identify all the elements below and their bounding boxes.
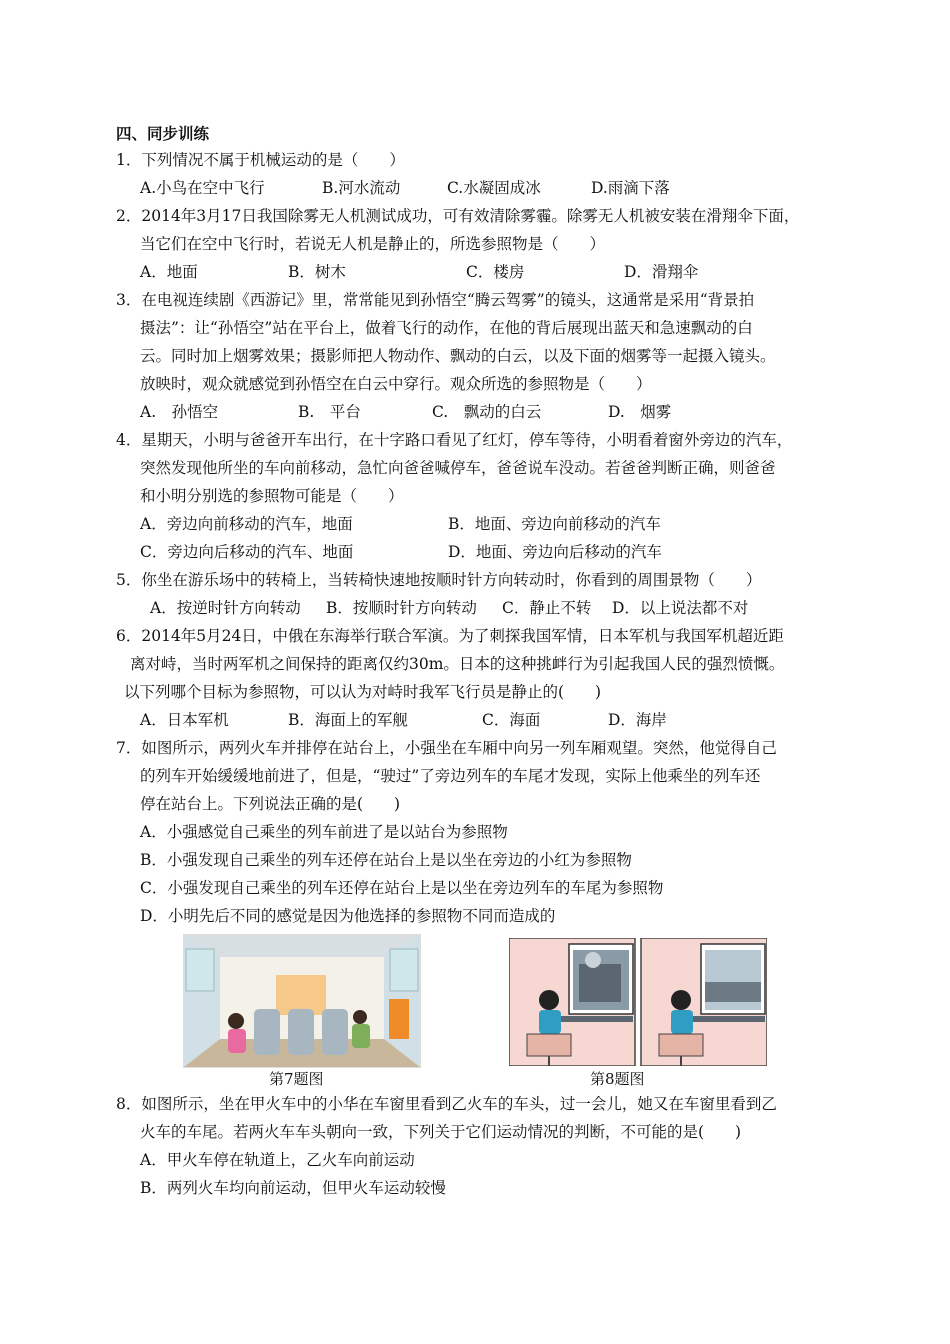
q8-stem-line-2: 火车的车尾。若两火车车头朝向一致，下列关于它们运动情况的判断，不可能的是( ) [140,1123,742,1141]
q1-option-d: D.雨滴下落 [591,179,670,197]
q2-stem-line-1: 2．2014年3月17日我国除雾无人机测试成功，可有效清除雾霾。除雾无人机被安装在滑翔伞下面， [116,207,800,225]
train-interior-illustration [184,935,420,1067]
q8-stem-line-1: 8．如图所示，坐在甲火车中的小华在车窗里看到乙火车的车头，过一会儿，她又在车窗里看到乙 [116,1095,777,1113]
figure-8-panel-left [509,938,635,1066]
figure-8-train-window [509,938,767,1066]
q6-option-b: B．海面上的军舰 [288,711,408,729]
q1-stem-line-1: 1．下列情况不属于机械运动的是（ ） [116,151,405,169]
q3-option-c: C. 飘动的白云 [432,403,542,421]
q8-option-b: B．两列火车均向前运动，但甲火车运动较慢 [140,1179,446,1197]
section-title: 四、同步训练 [116,125,210,143]
q5-stem-line-1: 5．你坐在游乐场中的转椅上，当转椅快速地按顺时针方向转动时，你看到的周围景物（ ） [116,571,762,589]
q4-stem-line-2: 突然发现他所坐的车向前移动，急忙向爸爸喊停车，爸爸说车没动。若爸爸判断正确，则爸爸 [140,459,776,477]
figure-7-caption: 第7题图 [269,1070,324,1088]
q1-option-b: B.河水流动 [322,179,401,197]
q4-stem-line-1: 4．星期天，小明与爸爸开车出行，在十字路口看见了红灯，停车等待，小明看着窗外旁边的汽车， [116,431,793,449]
q2-option-a: A．地面 [140,263,198,281]
figure-7-train-interior [183,934,421,1068]
q3-option-b: B. 平台 [298,403,361,421]
q5-option-b: B．按顺时针方向转动 [326,599,477,617]
q3-stem-line-2: 摄法”：让“孙悟空”站在平台上，做着飞行的动作，在他的背后展现出蓝天和急速飘动的白 [140,319,753,337]
q4-option-a: A．旁边向前移动的汽车，地面 [140,515,353,533]
q7-option-c: C．小强发现自己乘坐的列车还停在站台上是以坐在旁边列车的车尾为参照物 [140,879,664,897]
q7-option-d: D．小明先后不同的感觉是因为他选择的参照物不同而造成的 [140,907,556,925]
q6-option-a: A．日本军机 [140,711,229,729]
q6-option-d: D．海岸 [608,711,667,729]
q1-option-c: C.水凝固成冰 [447,179,541,197]
q6-stem-line-2: 离对峙，当时两军机之间保持的距离仅约30m。日本的这种挑衅行为引起我国人民的强烈愤慨。 [130,655,785,673]
q4-option-c: C．旁边向后移动的汽车、地面 [140,543,354,561]
q6-stem-line-1: 6．2014年5月24日，中俄在东海举行联合军演。为了刺探我国军情，日本军机与我国军机超近距 [116,627,784,645]
q7-stem-line-3: 停在站台上。下列说法正确的是( ) [140,795,401,813]
q4-option-b: B．地面、旁边向前移动的汽车 [448,515,661,533]
q2-option-d: D．滑翔伞 [624,263,699,281]
q7-option-a: A．小强感觉自己乘坐的列车前进了是以站台为参照物 [140,823,508,841]
q5-option-d: D．以上说法都不对 [612,599,749,617]
q4-option-d: D．地面、旁边向后移动的汽车 [448,543,662,561]
q4-stem-line-3: 和小明分别选的参照物可能是（ ） [140,487,404,505]
q8-option-a: A．甲火车停在轨道上，乙火车向前运动 [140,1151,415,1169]
q1-option-a: A.小鸟在空中飞行 [140,179,265,197]
q5-option-c: C．静止不转 [502,599,592,617]
figure-8-panel-right [641,938,767,1066]
q7-option-b: B．小强发现自己乘坐的列车还停在站台上是以坐在旁边的小红为参照物 [140,851,632,869]
q2-option-b: B．树木 [288,263,346,281]
q2-stem-line-2: 当它们在空中飞行时，若说无人机是静止的，所选参照物是（ ） [140,235,606,253]
q7-stem-line-1: 7．如图所示，两列火车并排停在站台上，小强坐在车厢中向另一列车厢观望。突然，他觉得自己 [116,739,777,757]
q3-option-a: A. 孙悟空 [140,403,219,421]
q2-option-c: C．楼房 [466,263,525,281]
q7-stem-line-2: 的列车开始缓缓地前进了，但是，“驶过”了旁边列车的车尾才发现，实际上他乘坐的列车还 [140,767,761,785]
q6-option-c: C．海面 [482,711,541,729]
q3-stem-line-4: 放映时，观众就感觉到孙悟空在白云中穿行。观众所选的参照物是（ ） [140,375,652,393]
train-window-illustration [509,938,767,1066]
q3-stem-line-1: 3．在电视连续剧《西游记》里，常常能见到孙悟空“腾云驾雾”的镜头，这通常是采用“背景拍 [116,291,755,309]
q6-stem-line-3: 以下列哪个目标为参照物，可以认为对峙时我军飞行员是静止的( ) [124,683,602,701]
q3-stem-line-3: 云。同时加上烟雾效果；摄影师把人物动作、飘动的白云，以及下面的烟雾等一起摄入镜头。 [140,347,776,365]
figure-8-caption: 第8题图 [590,1070,645,1088]
q5-option-a: A．按逆时针方向转动 [150,599,301,617]
q3-option-d: D. 烟雾 [608,403,672,421]
